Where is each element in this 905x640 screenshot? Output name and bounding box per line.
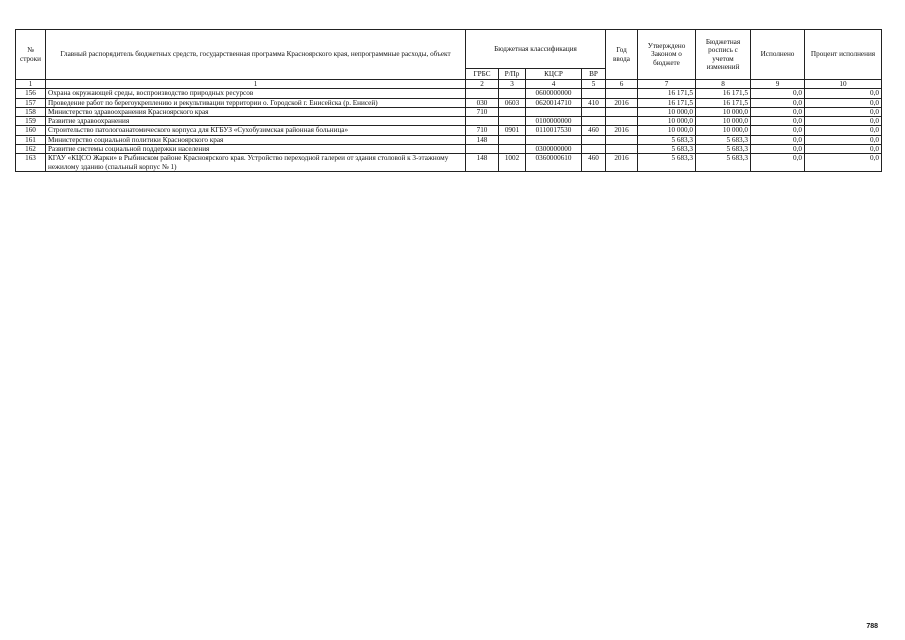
budget-list-cell: 16 171,5 (696, 98, 751, 107)
kcsr-cell: 0110017530 (526, 126, 582, 135)
grbs-cell (466, 117, 499, 126)
grbs-cell: 710 (466, 126, 499, 135)
approved-cell: 10 000,0 (638, 117, 696, 126)
rzpr-cell (499, 144, 526, 153)
vr-cell (582, 144, 606, 153)
executed-cell: 0,0 (751, 107, 805, 116)
col-number: 8 (696, 80, 751, 89)
grbs-cell: 710 (466, 107, 499, 116)
table-row (16, 89, 882, 98)
header-name: Главный распорядитель бюджетных средств, государственная программа Красноярского края, непрограммные расходы, объект (46, 30, 466, 80)
executed-cell: 0,0 (751, 89, 805, 98)
approved-cell: 16 171,5 (638, 98, 696, 107)
percent-cell: 0,0 (805, 117, 882, 126)
header-rzpr: Р/Пр (499, 69, 526, 80)
page-number: 788 (866, 623, 878, 630)
col-number: 6 (606, 80, 638, 89)
kcsr-cell: 0600000000 (526, 89, 582, 98)
row-name-cell: Развитие здравоохранения (46, 117, 466, 126)
table-row (16, 144, 882, 153)
col-number: 3 (499, 80, 526, 89)
approved-cell: 16 171,5 (638, 89, 696, 98)
rzpr-cell (499, 135, 526, 144)
budget-list-cell: 10 000,0 (696, 107, 751, 116)
row-number-cell: 159 (16, 117, 46, 126)
row-name-cell: Проведение работ по берегоукреплению и рекультивации территории о. Городской г. Енисейска (р. Енисей) (46, 98, 466, 107)
year-cell (606, 89, 638, 98)
year-cell: 2016 (606, 98, 638, 107)
grbs-cell: 030 (466, 98, 499, 107)
approved-cell: 10 000,0 (638, 107, 696, 116)
row-name-cell: Министерство социальной политики Красноярского края (46, 135, 466, 144)
table-row (16, 107, 882, 116)
budget-list-cell: 16 171,5 (696, 89, 751, 98)
budget-list-cell: 5 683,3 (696, 154, 751, 172)
kcsr-cell: 0620014710 (526, 98, 582, 107)
budget-list-cell: 10 000,0 (696, 117, 751, 126)
col-number: 9 (751, 80, 805, 89)
grbs-cell: 148 (466, 154, 499, 172)
percent-cell: 0,0 (805, 107, 882, 116)
row-number-cell: 163 (16, 154, 46, 172)
header-row (16, 30, 882, 69)
vr-cell: 460 (582, 154, 606, 172)
year-cell: 2016 (606, 154, 638, 172)
year-cell: 2016 (606, 126, 638, 135)
budget-list-cell: 5 683,3 (696, 135, 751, 144)
column-numbers-row (16, 80, 882, 89)
header-grbs: ГРБС (466, 69, 499, 80)
percent-cell: 0,0 (805, 154, 882, 172)
table-row (16, 154, 882, 172)
kcsr-cell (526, 135, 582, 144)
grbs-cell (466, 89, 499, 98)
row-name-cell: Министерство здравоохранения Красноярского края (46, 107, 466, 116)
executed-cell: 0,0 (751, 135, 805, 144)
header-executed: Исполнено (751, 30, 805, 80)
col-number: 5 (582, 80, 606, 89)
row-number-cell: 156 (16, 89, 46, 98)
rzpr-cell: 0901 (499, 126, 526, 135)
header-row-no: № строки (16, 30, 46, 80)
grbs-cell: 148 (466, 135, 499, 144)
grbs-cell (466, 144, 499, 153)
year-cell (606, 117, 638, 126)
kcsr-cell: 0300000000 (526, 144, 582, 153)
approved-cell: 10 000,0 (638, 126, 696, 135)
table-row (16, 126, 882, 135)
approved-cell: 5 683,3 (638, 154, 696, 172)
percent-cell: 0,0 (805, 89, 882, 98)
approved-cell: 5 683,3 (638, 135, 696, 144)
year-cell (606, 135, 638, 144)
percent-cell: 0,0 (805, 135, 882, 144)
table-row (16, 117, 882, 126)
executed-cell: 0,0 (751, 144, 805, 153)
year-cell (606, 107, 638, 116)
col-number: 10 (805, 80, 882, 89)
row-number-cell: 160 (16, 126, 46, 135)
header-vr: ВР (582, 69, 606, 80)
col-number: 2 (466, 80, 499, 89)
rzpr-cell: 0603 (499, 98, 526, 107)
percent-cell: 0,0 (805, 144, 882, 153)
row-name-cell: Охрана окружающей среды, воспроизводство природных ресурсов (46, 89, 466, 98)
kcsr-cell (526, 107, 582, 116)
header-budget-list: Бюджетная роспись с учетом изменений (696, 30, 751, 80)
row-number-cell: 161 (16, 135, 46, 144)
col-number: 4 (526, 80, 582, 89)
executed-cell: 0,0 (751, 154, 805, 172)
row-name-cell: Развитие системы социальной поддержки населения (46, 144, 466, 153)
vr-cell: 460 (582, 126, 606, 135)
col-number: 1 (16, 80, 46, 89)
approved-cell: 5 683,3 (638, 144, 696, 153)
rzpr-cell (499, 89, 526, 98)
row-number-cell: 157 (16, 98, 46, 107)
rzpr-cell (499, 107, 526, 116)
budget-list-cell: 5 683,3 (696, 144, 751, 153)
vr-cell: 410 (582, 98, 606, 107)
vr-cell (582, 107, 606, 116)
percent-cell: 0,0 (805, 126, 882, 135)
year-cell (606, 144, 638, 153)
table-body (16, 89, 882, 172)
header-classification: Бюджетная классификация (466, 30, 606, 69)
col-number: 7 (638, 80, 696, 89)
executed-cell: 0,0 (751, 117, 805, 126)
percent-cell: 0,0 (805, 98, 882, 107)
executed-cell: 0,0 (751, 126, 805, 135)
header-kcsr: КЦСР (526, 69, 582, 80)
row-name-cell: Строительство патологоанатомического корпуса для КГБУЗ «Сухобузимская районная больница» (46, 126, 466, 135)
budget-table (15, 29, 882, 172)
kcsr-cell: 0100000000 (526, 117, 582, 126)
table-row (16, 135, 882, 144)
row-name-cell: КГАУ «КЦСО Жарки» в Рыбинском районе Красноярского края. Устройство переходной галереи от здания столовой к 3-этажному нежилому зданию (спальный корпус № 1) (46, 154, 466, 172)
executed-cell: 0,0 (751, 98, 805, 107)
kcsr-cell: 0360000610 (526, 154, 582, 172)
vr-cell (582, 89, 606, 98)
header-percent: Процент исполнения (805, 30, 882, 80)
table-row (16, 98, 882, 107)
header-year: Год ввода (606, 30, 638, 80)
row-number-cell: 158 (16, 107, 46, 116)
rzpr-cell (499, 117, 526, 126)
header-approved: Утверждено Законом о бюджете (638, 30, 696, 80)
rzpr-cell: 1002 (499, 154, 526, 172)
budget-list-cell: 10 000,0 (696, 126, 751, 135)
col-number: 1 (46, 80, 466, 89)
row-number-cell: 162 (16, 144, 46, 153)
vr-cell (582, 135, 606, 144)
vr-cell (582, 117, 606, 126)
